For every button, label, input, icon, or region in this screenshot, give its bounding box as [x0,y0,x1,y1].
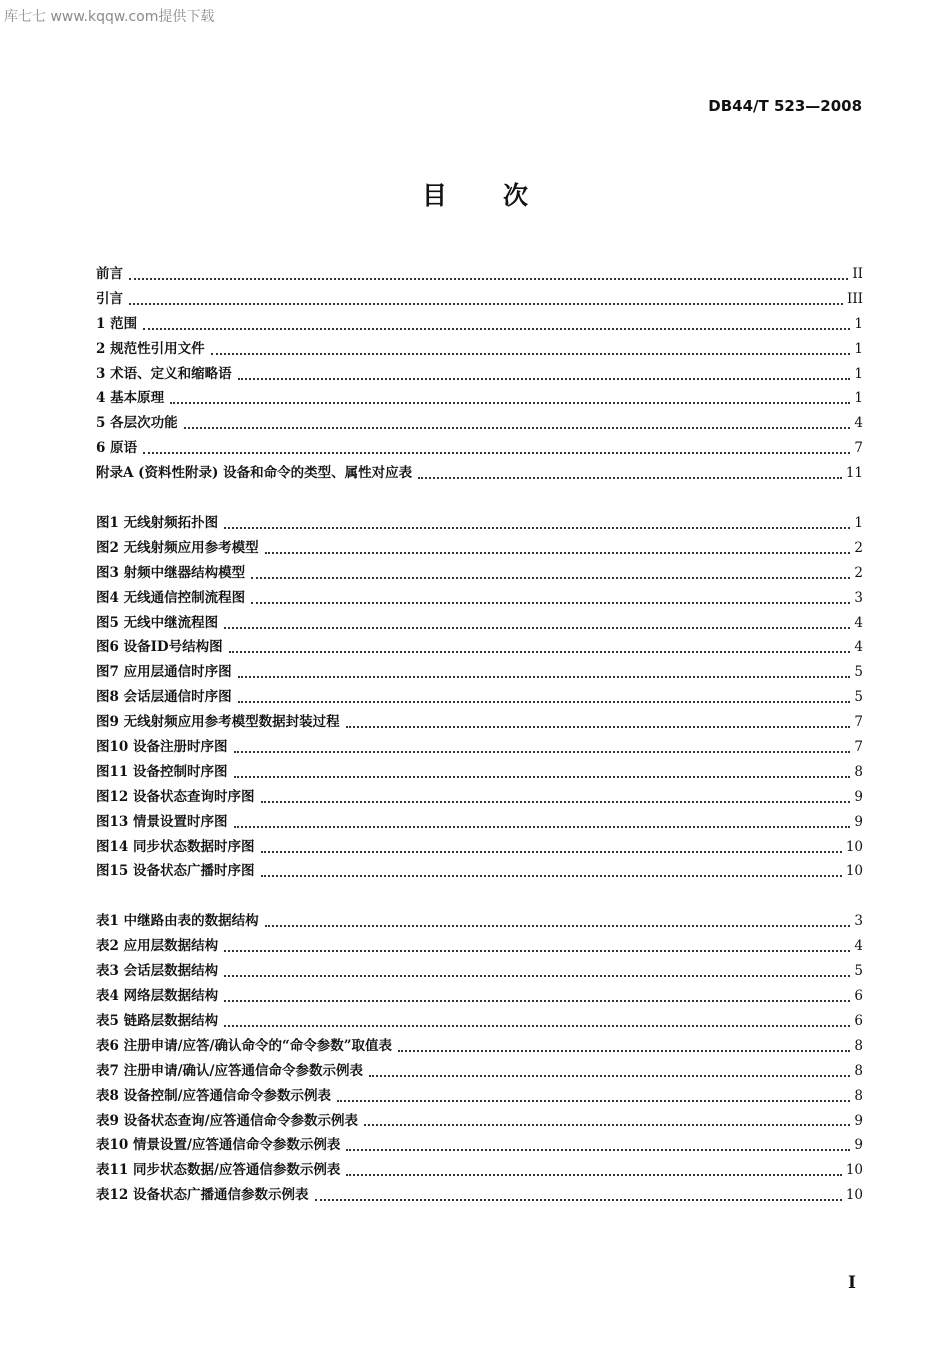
page-number: I [848,1273,856,1293]
dot-leader [369,1074,850,1077]
dot-leader [234,750,851,753]
dot-leader [418,476,842,479]
table-entry-label: 表8 设备控制/应答通信命令参数示例表 [96,1087,332,1104]
table-entry-page: 4 [854,938,863,955]
toc-entry-page: 4 [854,415,863,432]
dot-leader [261,850,842,853]
table-entry-label: 表5 链路层数据结构 [96,1012,219,1029]
dot-leader [238,675,851,678]
table-entry[interactable] [96,1034,863,1059]
dot-leader [265,551,851,554]
toc-entry[interactable] [96,362,863,387]
table-entry-page: 6 [854,988,863,1005]
figure-entry-page: 4 [854,614,863,631]
figure-entry-page: 5 [854,664,863,681]
dot-leader [315,1198,842,1201]
dot-leader [238,377,851,380]
table-entry[interactable] [96,1183,863,1208]
figure-entry-page: 10 [845,863,863,880]
figure-entry-label: 图14 同步状态数据时序图 [96,838,255,855]
dot-leader [143,451,850,454]
table-entry-page: 9 [854,1112,863,1129]
table-entry-label: 表2 应用层数据结构 [96,938,219,955]
figure-entry[interactable] [96,810,863,835]
figure-entry-label: 图9 无线射频应用参考模型数据封装过程 [96,714,340,731]
dot-leader [224,1024,850,1027]
watermark: 库七七 www.kqqw.com提供下载 [4,9,215,25]
table-entry-label: 表7 注册申请/确认/应答通信命令参数示例表 [96,1062,363,1079]
toc-entry[interactable] [96,411,863,436]
toc-tables-section [96,909,863,1208]
figure-entry-page: 4 [854,639,863,656]
figure-entry-label: 图7 应用层通信时序图 [96,664,232,681]
dot-leader [229,650,851,653]
dot-leader [184,426,851,429]
figure-entry[interactable] [96,859,863,884]
table-entry-label: 表12 设备状态广播通信参数示例表 [96,1187,309,1204]
standard-number: DB44/T 523—2008 [708,97,862,115]
dot-leader [265,924,851,927]
dot-leader [224,974,850,977]
table-entry-page: 10 [845,1187,863,1204]
toc-main-section [96,262,863,486]
dot-leader [238,700,851,703]
dot-leader [224,949,850,952]
figure-entry-page: 3 [854,589,863,606]
table-entry-page: 3 [854,913,863,930]
figure-entry[interactable] [96,511,863,536]
toc-entry-page: 11 [845,465,863,482]
table-entry-label: 表4 网络层数据结构 [96,988,219,1005]
figure-entry-label: 图5 无线中继流程图 [96,614,219,631]
table-entry-label: 表9 设备状态查询/应答通信命令参数示例表 [96,1112,359,1129]
dot-leader [211,352,851,355]
dot-leader [224,526,850,529]
figure-entry[interactable] [96,536,863,561]
figure-entry-label: 图2 无线射频应用参考模型 [96,539,259,556]
toc-entry-page: 1 [854,390,863,407]
table-entry-page: 10 [845,1162,863,1179]
dot-leader [251,601,850,604]
dot-leader [170,401,850,404]
table-entry-label: 表3 会话层数据结构 [96,963,219,980]
figure-entry-page: 2 [854,539,863,556]
title-char-2: 次 [503,181,529,210]
table-entry-page: 8 [854,1087,863,1104]
table-entry[interactable] [96,1059,863,1084]
table-entry[interactable] [96,1084,863,1109]
toc-entry-label: 附录A (资料性附录) 设备和命令的类型、属性对应表 [96,465,413,482]
toc-entry-label: 5 各层次功能 [96,415,178,432]
toc-entry[interactable] [96,461,863,486]
dot-leader [234,775,851,778]
table-entry-page: 6 [854,1012,863,1029]
toc-entry-page: 1 [854,340,863,357]
figure-entry[interactable] [96,735,863,760]
figure-entry-page: 9 [854,788,863,805]
table-entry[interactable] [96,1158,863,1183]
title-char-1: 目 [421,181,447,210]
table-entry[interactable] [96,1009,863,1034]
table-entry-page: 8 [854,1062,863,1079]
dot-leader [346,1148,850,1151]
toc-entry[interactable] [96,312,863,337]
figure-entry-page: 8 [854,763,863,780]
dot-leader [129,302,843,305]
figure-entry-label: 图1 无线射频拓扑图 [96,515,219,532]
toc-entry-label: 1 范围 [96,315,138,332]
dot-leader [261,874,842,877]
dot-leader [234,825,851,828]
table-entry[interactable] [96,959,863,984]
table-entry[interactable] [96,934,863,959]
figure-entry-page: 10 [845,838,863,855]
figure-entry-page: 9 [854,813,863,830]
figure-entry-label: 图8 会话层通信时序图 [96,689,232,706]
toc-entry-label: 前言 [96,266,123,282]
dot-leader [129,277,848,280]
figure-entry[interactable] [96,586,863,611]
toc-entry-page: III [847,290,863,307]
toc-entry[interactable] [96,262,863,287]
toc-entry-page: 1 [854,365,863,382]
toc-entry-label: 6 原语 [96,440,138,457]
dot-leader [251,576,850,579]
figure-entry-page: 7 [854,714,863,731]
table-of-contents [96,262,863,1208]
toc-entry-label: 4 基本原理 [96,390,165,407]
toc-entry[interactable] [96,287,863,312]
toc-entry[interactable] [96,386,863,411]
figure-entry[interactable] [96,635,863,660]
dot-leader [346,725,851,728]
table-entry-label: 表1 中继路由表的数据结构 [96,913,259,930]
toc-entry-page: 1 [854,315,863,332]
figure-entry-label: 图15 设备状态广播时序图 [96,863,255,880]
dot-leader [364,1123,850,1126]
dot-leader [224,626,850,629]
page-title [0,176,950,212]
table-entry-page: 8 [854,1037,863,1054]
figure-entry[interactable] [96,835,863,860]
table-entry[interactable] [96,984,863,1009]
table-entry-page: 5 [854,963,863,980]
toc-figures-section [96,511,863,884]
figure-entry[interactable] [96,660,863,685]
dot-leader [346,1173,841,1176]
table-entry[interactable] [96,1109,863,1134]
figure-entry[interactable] [96,785,863,810]
table-entry-label: 表11 同步状态数据/应答通信参数示例表 [96,1162,341,1179]
toc-entry[interactable] [96,337,863,362]
figure-entry-label: 图12 设备状态查询时序图 [96,788,255,805]
figure-entry-label: 图3 射频中继器结构模型 [96,564,246,581]
figure-entry[interactable] [96,561,863,586]
figure-entry-label: 图10 设备注册时序图 [96,739,228,756]
toc-entry-label: 2 规范性引用文件 [96,340,205,357]
figure-entry-page: 1 [854,515,863,532]
figure-entry[interactable] [96,760,863,785]
figure-entry-label: 图11 设备控制时序图 [96,763,228,780]
figure-entry-page: 2 [854,564,863,581]
dot-leader [337,1099,850,1102]
table-entry[interactable] [96,1133,863,1158]
figure-entry-label: 图13 情景设置时序图 [96,813,228,830]
dot-leader [224,999,850,1002]
figure-entry[interactable] [96,710,863,735]
table-entry-label: 表10 情景设置/应答通信命令参数示例表 [96,1137,341,1154]
toc-entry[interactable] [96,436,863,461]
dot-leader [143,327,850,330]
figure-entry[interactable] [96,685,863,710]
table-entry[interactable] [96,909,863,934]
figure-entry-page: 7 [854,739,863,756]
figure-entry-label: 图6 设备ID号结构图 [96,639,223,656]
figure-entry-page: 5 [854,689,863,706]
toc-entry-label: 引言 [96,290,123,307]
table-entry-page: 9 [854,1137,863,1154]
table-entry-label: 表6 注册申请/应答/确认命令的“命令参数”取值表 [96,1037,392,1054]
toc-entry-label: 3 术语、定义和缩略语 [96,365,232,382]
dot-leader [398,1049,850,1052]
figure-entry[interactable] [96,611,863,636]
dot-leader [261,800,851,803]
toc-entry-page: II [852,266,863,282]
toc-entry-page: 7 [854,440,863,457]
figure-entry-label: 图4 无线通信控制流程图 [96,589,246,606]
